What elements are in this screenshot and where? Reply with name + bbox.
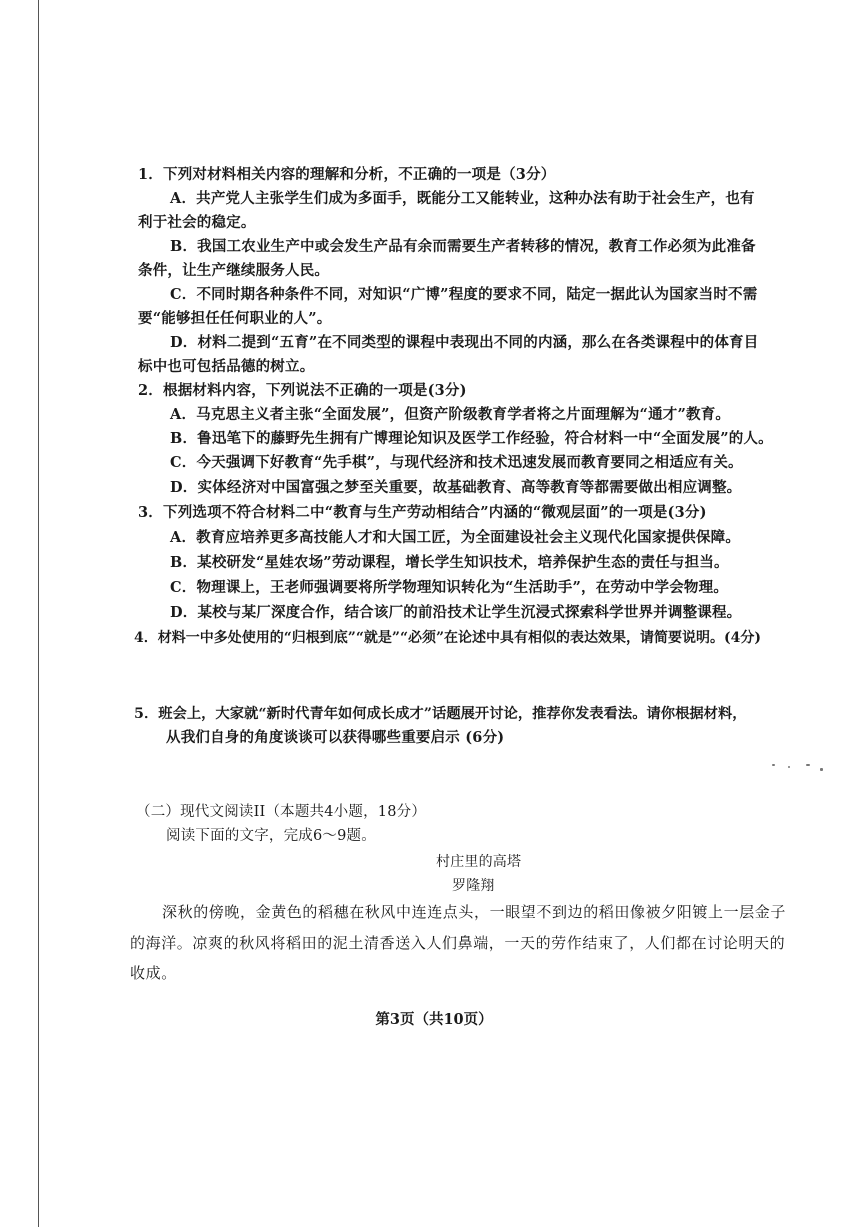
q5-stem-line2: 从我们自身的角度谈谈可以获得哪些重要启示 (6分) (166, 729, 505, 746)
scan-speck (788, 766, 790, 768)
q3-option-d: D．某校与某厂深度合作，结合该厂的前沿技术让学生沉浸式探索科学世界并调整课程。 (170, 604, 742, 621)
article-title: 村庄里的高塔 (436, 854, 522, 870)
article-author: 罗隆翔 (452, 878, 495, 894)
page-number: 第3页（共10页） (375, 1011, 493, 1028)
scan-speck (820, 768, 823, 771)
q1-stem: 1．下列对材料相关内容的理解和分析，不正确的一项是（3分） (138, 166, 556, 183)
scan-speck (806, 764, 810, 766)
q1-option-b-line1: B．我国工农业生产中或会发生产品有余而需要生产者转移的情况，教育工作必须为此准备 (170, 238, 756, 255)
scan-speck (772, 764, 775, 766)
article-paragraph-line2: 的海洋。凉爽的秋风将稻田的泥土清香送入人们鼻端，一天的劳作结束了，人们都在讨论明天的 (130, 934, 786, 952)
section2-instruction: 阅读下面的文字，完成6～9题。 (166, 828, 376, 844)
q4-stem: 4．材料一中多处使用的“归根到底”“就是”“必须”在论述中具有相似的表达效果，请简要说明。(4分) (134, 630, 762, 646)
q2-option-d: D．实体经济对中国富强之梦至关重要，故基础教育、高等教育等都需要做出相应调整。 (170, 479, 742, 496)
q2-option-c: C．今天强调下好教育“先手棋”，与现代经济和技术迅速发展而教育要同之相适应有关。 (170, 454, 743, 471)
q3-stem: 3．下列选项不符合材料二中“教育与生产劳动相结合”内涵的“微观层面”的一项是(3分) (138, 504, 707, 521)
q2-stem: 2．根据材料内容，下列说法不正确的一项是(3分) (138, 382, 467, 399)
q1-option-a-line1: A．共产党人主张学生们成为多面手，既能分工又能转业，这种办法有助于社会生产，也有 (170, 190, 755, 207)
q1-option-d-line1: D．材料二提到“五育”在不同类型的课程中表现出不同的内涵，那么在各类课程中的体育目 (170, 334, 759, 351)
section2-heading: （二）现代文阅读II（本题共4小题，18分） (136, 804, 427, 820)
q2-option-a: A．马克思主义者主张“全面发展”，但资产阶级教育学者将之片面理解为“通才”教育。 (170, 406, 731, 423)
q3-option-a: A．教育应培养更多高技能人才和大国工匠，为全面建设社会主义现代化国家提供保障。 (170, 529, 741, 546)
article-paragraph-line1: 深秋的傍晚，金黄色的稻穗在秋风中连连点头，一眼望不到边的稻田像被夕阳镀上一层金子 (162, 903, 787, 921)
q1-option-c-line1: C．不同时期各种条件不同，对知识“广博”程度的要求不同，陆定一据此认为国家当时不需 (170, 286, 758, 303)
q5-stem-line1: 5．班会上，大家就“新时代青年如何成长成才”话题展开讨论，推荐你发表看法。请你根据材料， (134, 706, 747, 722)
q2-option-b: B．鲁迅笔下的藤野先生拥有广博理论知识及医学工作经验，符合材料一中“全面发展”的人。 (170, 430, 773, 447)
q1-option-d-line2: 标中也可包括品德的树立。 (138, 358, 315, 375)
q1-option-b-line2: 条件，让生产继续服务人民。 (138, 262, 330, 279)
q3-option-b: B．某校研发“星娃农场”劳动课程，增长学生知识技术，培养保护生态的责任与担当。 (170, 554, 729, 571)
q1-option-a-line2: 利于社会的稳定。 (138, 214, 256, 231)
q1-option-c-line2: 要“能够担任任何职业的人”。 (138, 310, 332, 327)
article-paragraph-line3: 收成。 (130, 964, 177, 982)
q3-option-c: C．物理课上，王老师强调要将所学物理知识转化为“生活助手”，在劳动中学会物理。 (170, 579, 729, 596)
